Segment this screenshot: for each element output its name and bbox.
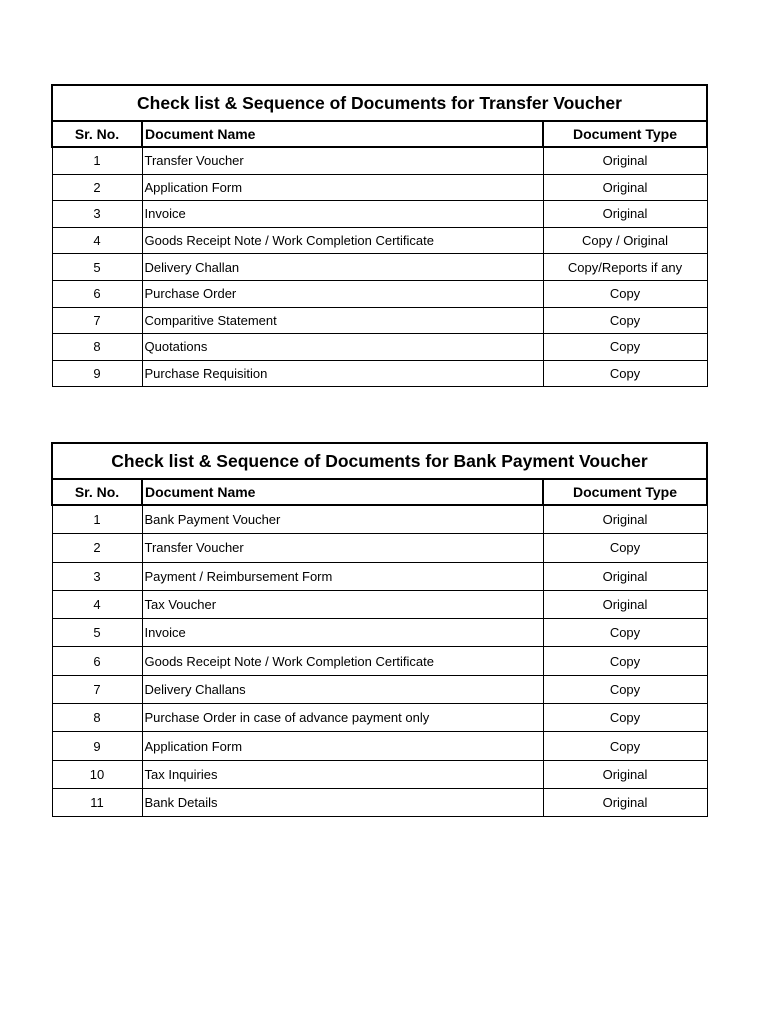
table-row [52,227,707,254]
table-row [52,201,707,228]
table-header-row [52,121,707,147]
cell-document-type: Copy/Reports if any [543,254,707,281]
cell-document-type: Copy [543,334,707,361]
table-row [52,360,707,387]
cell-document-type: Original [543,505,707,534]
table-row [52,590,707,618]
cell-sr-no: 6 [52,647,142,675]
cell-document-type: Original [543,760,707,788]
cell-sr-no: 5 [52,619,142,647]
cell-sr-no: 2 [52,534,142,562]
cell-document-type: Copy [543,619,707,647]
cell-document-type: Copy [543,732,707,760]
cell-document-name: Comparitive Statement [142,307,543,334]
header-document-name: Document Name [142,479,543,505]
table-title-row [52,443,707,479]
table-title: Check list & Sequence of Documents for Bank Payment Voucher [52,443,707,479]
cell-sr-no: 7 [52,675,142,703]
cell-sr-no: 7 [52,307,142,334]
cell-document-name: Quotations [142,334,543,361]
cell-sr-no: 1 [52,147,142,174]
cell-document-name: Transfer Voucher [142,147,543,174]
cell-sr-no: 4 [52,227,142,254]
cell-document-name: Purchase Requisition [142,360,543,387]
cell-sr-no: 8 [52,704,142,732]
cell-sr-no: 2 [52,174,142,201]
cell-document-type: Copy [543,675,707,703]
cell-sr-no: 11 [52,788,142,816]
cell-document-name: Payment / Reimbursement Form [142,562,543,590]
table-row [52,280,707,307]
cell-sr-no: 10 [52,760,142,788]
cell-document-name: Purchase Order [142,280,543,307]
cell-sr-no: 5 [52,254,142,281]
cell-document-type: Copy [543,704,707,732]
cell-sr-no: 3 [52,562,142,590]
table-row [52,704,707,732]
cell-document-type: Original [543,201,707,228]
cell-document-name: Bank Payment Voucher [142,505,543,534]
cell-sr-no: 9 [52,360,142,387]
table-row [52,647,707,675]
cell-sr-no: 6 [52,280,142,307]
table-row [52,174,707,201]
cell-document-name: Tax Voucher [142,590,543,618]
cell-document-type: Original [543,590,707,618]
table-row [52,334,707,361]
cell-document-name: Purchase Order in case of advance payment only [142,704,543,732]
table-row [52,147,707,174]
cell-document-type: Copy [543,360,707,387]
cell-sr-no: 9 [52,732,142,760]
header-sr-no: Sr. No. [52,121,142,147]
cell-document-name: Invoice [142,201,543,228]
cell-document-type: Copy [543,534,707,562]
cell-document-type: Original [543,147,707,174]
cell-document-name: Application Form [142,174,543,201]
transfer-voucher-checklist-table [51,84,708,387]
table-row [52,732,707,760]
table-header-row [52,479,707,505]
table-row [52,254,707,281]
cell-document-name: Goods Receipt Note / Work Completion Certificate [142,647,543,675]
cell-sr-no: 1 [52,505,142,534]
cell-document-name: Transfer Voucher [142,534,543,562]
cell-document-type: Original [543,788,707,816]
table-title: Check list & Sequence of Documents for Transfer Voucher [52,85,707,121]
table-row [52,534,707,562]
cell-sr-no: 4 [52,590,142,618]
cell-document-name: Tax Inquiries [142,760,543,788]
table-row [52,562,707,590]
cell-document-type: Copy [543,307,707,334]
table-row [52,505,707,534]
cell-document-name: Delivery Challans [142,675,543,703]
table-row [52,760,707,788]
header-document-type: Document Type [543,479,707,505]
cell-document-name: Invoice [142,619,543,647]
cell-document-type: Copy [543,280,707,307]
header-document-type: Document Type [543,121,707,147]
header-document-name: Document Name [142,121,543,147]
cell-document-name: Goods Receipt Note / Work Completion Certificate [142,227,543,254]
table-row [52,788,707,816]
cell-document-name: Bank Details [142,788,543,816]
table-title-row [52,85,707,121]
cell-document-name: Delivery Challan [142,254,543,281]
cell-document-type: Copy [543,647,707,675]
cell-document-type: Copy / Original [543,227,707,254]
cell-sr-no: 8 [52,334,142,361]
table-row [52,675,707,703]
bank-payment-voucher-checklist-table [51,442,708,817]
cell-document-name: Application Form [142,732,543,760]
header-sr-no: Sr. No. [52,479,142,505]
cell-document-type: Original [543,174,707,201]
table-row [52,307,707,334]
cell-sr-no: 3 [52,201,142,228]
cell-document-type: Original [543,562,707,590]
table-row [52,619,707,647]
